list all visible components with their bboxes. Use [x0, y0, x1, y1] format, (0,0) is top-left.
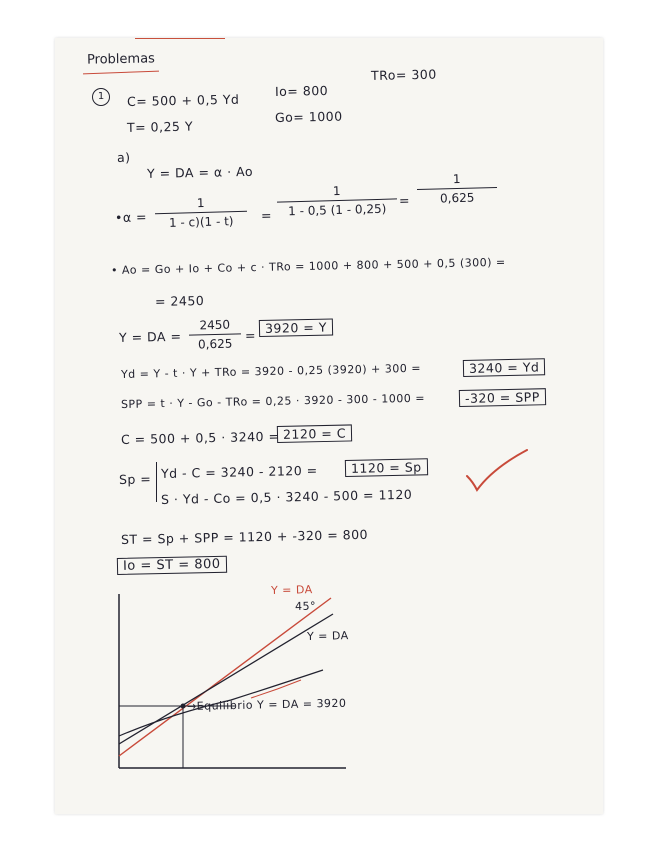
paper-sheet — [55, 38, 603, 814]
sp-line-1: Yd - C = 3240 - 2120 = — [160, 462, 318, 481]
alpha-eq-1: = — [260, 207, 273, 223]
alpha-fraction-3 — [417, 171, 498, 206]
given-investment: Io= 800 — [274, 82, 329, 99]
keynesian-cross-graph — [101, 586, 361, 776]
graph-label-45: 45° — [294, 599, 317, 613]
c-result-box: 2120 = C — [277, 424, 352, 443]
st-equation: ST = Sp + SPP = 1120 + -320 = 800 — [120, 526, 369, 547]
given-consumption: C= 500 + 0,5 Yd — [126, 91, 240, 109]
alpha-frac2-numerator: 1 — [332, 183, 341, 199]
red-check-icon — [463, 446, 533, 496]
graph-45-line-black — [119, 614, 333, 744]
alpha-frac1-denominator: 1 - c)(1 - t) — [155, 211, 247, 230]
alpha-frac1-numerator: 1 — [196, 195, 205, 211]
alpha-frac3-denominator: 0,625 — [417, 187, 497, 206]
page-title: Problemas — [86, 51, 156, 68]
y-da-lhs: Y = DA = — [118, 328, 182, 345]
yd-result-box: 3240 = Yd — [463, 358, 546, 377]
c-equation: C = 500 + 0,5 · 3240 = — [120, 428, 280, 447]
title-underline — [83, 71, 159, 75]
graph-label-y-da-curve: Y = DA — [306, 629, 349, 643]
alpha-eq-2: = — [398, 192, 411, 208]
y-result-box: 3920 = Y — [259, 318, 333, 337]
alpha-lhs: •α = — [114, 209, 148, 225]
sp-bracket — [156, 462, 157, 502]
alpha-fraction-1 — [155, 195, 248, 230]
alpha-frac3-numerator: 1 — [452, 171, 461, 187]
ao-equation: • Ao = Go + Io + Co + c · TRo = 1000 + 800 + 500 + 0,5 (300) = — [110, 255, 506, 277]
y-da-fraction — [189, 317, 242, 351]
given-tax: T= 0,25 Y — [126, 118, 194, 135]
io-st-result-box: Io = ST = 800 — [117, 556, 227, 575]
graph-label-y-da-red: Y = DA — [270, 583, 313, 597]
yd-equation: Yd = Y - t · Y + TRo = 3920 - 0,25 (3920) + 300 = — [120, 361, 422, 381]
step-y-da-alpha: Y = DA = α · Ao — [146, 163, 254, 181]
part-label: a) — [116, 149, 131, 165]
y-da-eq: = — [244, 327, 257, 343]
y-da-numerator: 2450 — [199, 317, 231, 333]
item-number-circle: 1 — [92, 88, 110, 106]
sp-result-box: 1120 = Sp — [345, 458, 428, 477]
graph-da-red-overlay — [251, 680, 301, 698]
given-transfers: TRo= 300 — [370, 66, 437, 83]
spp-equation: SPP = t · Y - Go - TRo = 0,25 · 3920 - 300 - 1000 = — [120, 391, 426, 411]
alpha-frac2-denominator: 1 - 0,5 (1 - 0,25) — [277, 198, 397, 218]
graph-label-equilibrium: →Equilibrio Y = DA = 3920 — [186, 696, 347, 713]
spp-result-box: -320 = SPP — [459, 388, 546, 407]
y-da-denominator: 0,625 — [189, 333, 241, 351]
ao-result: = 2450 — [154, 292, 205, 309]
decorative-red-line — [135, 38, 225, 39]
alpha-fraction-2 — [277, 182, 398, 218]
sp-line-2: S · Yd - Co = 0,5 · 3240 - 500 = 1120 — [160, 486, 413, 507]
sp-label: Sp = — [118, 471, 152, 487]
graph-45-line-red — [119, 598, 331, 756]
graph-equilibrium-point — [181, 704, 186, 709]
given-government: Go= 1000 — [274, 108, 343, 125]
